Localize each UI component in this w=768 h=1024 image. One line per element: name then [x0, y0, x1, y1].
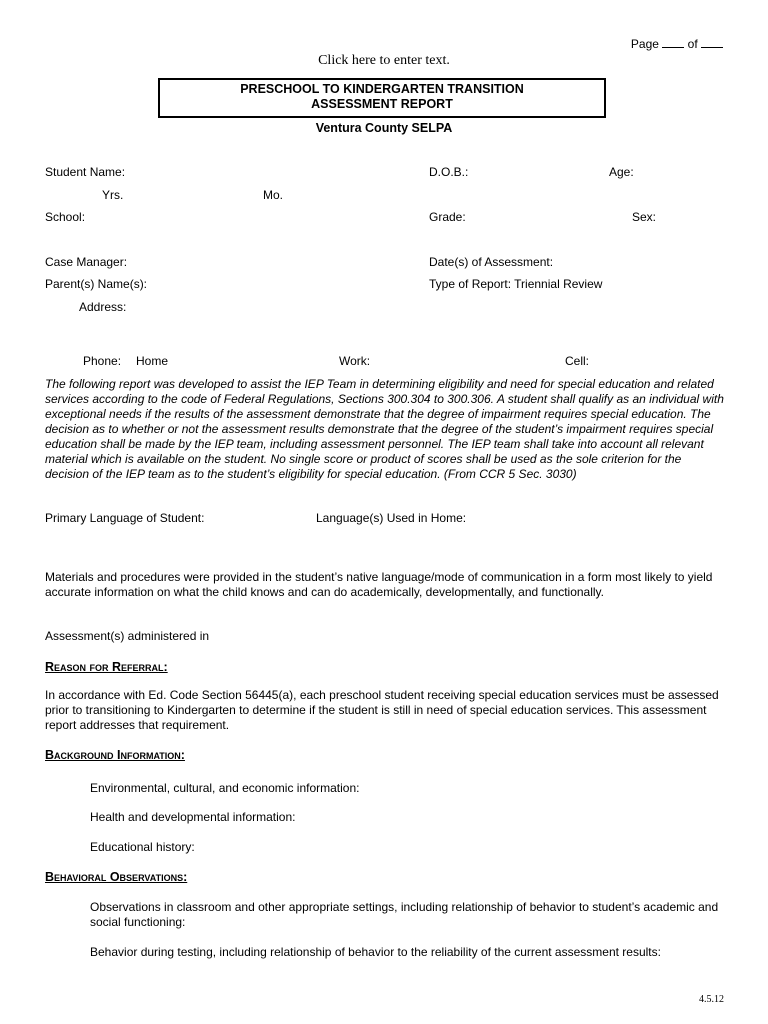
address-label: Address: [79, 300, 127, 314]
case-manager-label: Case Manager: [45, 255, 128, 269]
phone-work-label: Work: [339, 354, 371, 368]
report-title-line1: PRESCHOOL TO KINDERGARTEN TRANSITION [240, 82, 524, 96]
background-item-educational: Educational history: [90, 840, 195, 854]
type-of-report-label: Type of Report: Triennial Review [429, 277, 603, 291]
version-number: 4.5.12 [699, 994, 724, 1005]
student-name-label: Student Name: [45, 165, 126, 179]
reason-for-referral-heading: Reason for Referral: [45, 660, 168, 674]
page-number-blank[interactable] [662, 37, 684, 48]
dates-of-assessment-label: Date(s) of Assessment: [429, 255, 554, 269]
assessment-administered-label: Assessment(s) administered in [45, 629, 210, 643]
phone-label: Phone: [83, 354, 122, 368]
page-total-blank[interactable] [701, 37, 723, 48]
background-information-heading: Background Information: [45, 748, 185, 762]
primary-language-label: Primary Language of Student: [45, 511, 205, 525]
behavioral-item-testing: Behavior during testing, including relationship of behavior to the reliability of the current assessment results: [90, 945, 661, 959]
reason-for-referral-text: In accordance with Ed. Code Section 56445(a), each preschool student receiving special education services must be assessed prior to transitioning to Kindergarten to determine if the student is still in need of special education services. This assessment report addresses that requirement. [45, 688, 719, 732]
dob-label: D.O.B.: [429, 165, 469, 179]
parents-names-label: Parent(s) Name(s): [45, 277, 148, 291]
page-number: Page of [631, 37, 723, 51]
intro-paragraph: The following report was developed to assist the IEP Team in determining eligibility and need for special education and related services according to the code of Federal Regulations, Sections 300.304 to 300.306. A student shall qualify as an individual with exceptional needs if the results of the assessment demonstrate that the degree of impairment requires special education. The decision as to whether or not the assessment results demonstrate that the degree of the student’s impairment requires special education shall be made by the IEP team, including assessment personnel. The IEP team shall take into account all relevant material which is available on the student. No single score or product of scores shall be used as the sole criterion for the decision of the IEP team as to the student’s eligibility for special education. (From CCR 5 Sec. 3030) [45, 377, 724, 481]
phone-cell-label: Cell: [565, 354, 590, 368]
phone-home-label: Home [136, 354, 169, 368]
home-language-label: Language(s) Used in Home: [316, 511, 467, 525]
behavioral-item-classroom: Observations in classroom and other appropriate settings, including relationship of behavior to student’s academic and social functioning: [90, 900, 719, 929]
age-months-label: Mo. [263, 188, 284, 202]
age-label: Age: [609, 165, 634, 179]
age-years-label: Yrs. [102, 188, 124, 202]
report-subtitle: Ventura County SELPA [315, 121, 453, 135]
report-title-line2: ASSESSMENT REPORT [311, 97, 453, 111]
sex-label: Sex: [632, 210, 657, 224]
grade-label: Grade: [429, 210, 466, 224]
behavioral-observations-heading: Behavioral Observations: [45, 870, 188, 884]
background-item-health: Health and developmental information: [90, 810, 296, 824]
click-to-enter-text-field[interactable]: Click here to enter text. [318, 53, 450, 68]
school-label: School: [45, 210, 86, 224]
materials-paragraph: Materials and procedures were provided in the student’s native language/mode of communication in a form most likely to yield accurate information on what the child knows and can do academically, developmentally, and functionally. [45, 570, 713, 599]
background-item-environmental: Environmental, cultural, and economic information: [90, 781, 360, 795]
report-title-box [158, 78, 606, 118]
